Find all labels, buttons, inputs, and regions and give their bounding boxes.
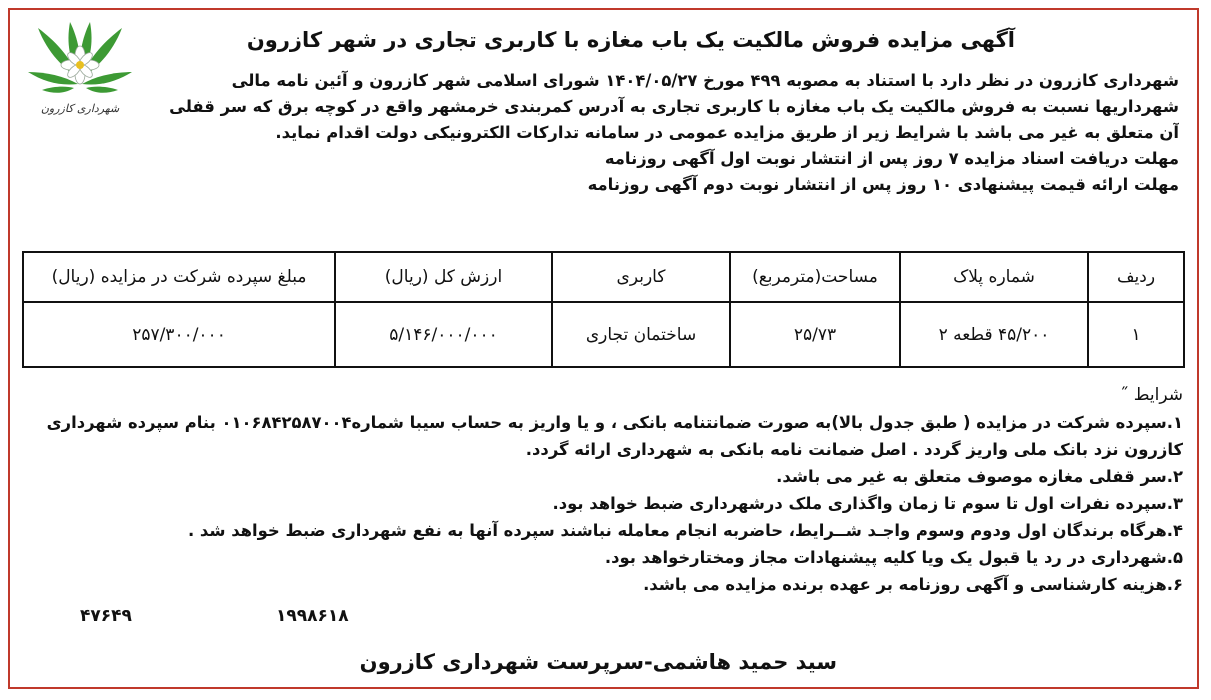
table-header-cell: ردیف — [1087, 253, 1183, 301]
municipality-logo — [24, 18, 136, 118]
table-header-row — [24, 253, 1183, 303]
intro-line: شهرداریها نسبت به فروش مالکیت یک باب مغازه با کاربری تجاری به آدرس کمربندی خرمشهر واقع در کوچه برق که سر قفلی — [169, 97, 1179, 116]
table-header-cell: کاربری — [551, 253, 729, 301]
intro-line: مهلت دریافت اسناد مزایده ۷ روز پس از انتشار نوبت اول آگهی روزنامه — [604, 149, 1179, 168]
table-cell: ۱ — [1087, 303, 1183, 366]
intro-line: مهلت ارائه قیمت پیشنهادی ۱۰ روز پس از انتشار نوبت دوم آگهی روزنامه — [587, 175, 1179, 194]
notice-page — [8, 8, 1199, 689]
table-header-cell: ارزش کل (ریال) — [334, 253, 551, 301]
table-header-cell: مساحت(مترمربع) — [729, 253, 899, 301]
table-header-cell: شماره پلاک — [899, 253, 1087, 301]
terms-heading: شرایط ˝ — [1119, 385, 1183, 405]
intro-line: شهرداری کازرون در نظر دارد با استناد به مصوبه ۴۹۹ مورخ ۱۴۰۴/۰۵/۲۷ شورای اسلامی شهر کازرون و آئین نامه مالی — [231, 71, 1179, 90]
intro-paragraph — [149, 68, 1179, 198]
terms-line: ۵.شهرداری در رد یا قبول یک ویا کلیه پیشنهادات مجاز ومختارخواهد بود. — [604, 548, 1183, 567]
table-header-cell: مبلغ سپرده شرکت در مزایده (ریال) — [51, 267, 307, 287]
auction-table — [22, 251, 1185, 368]
terms-line: ۶.هزینه کارشناسی و آگهی روزنامه بر عهده برنده مزایده می باشد. — [643, 575, 1183, 594]
table-cell: ۵/۱۴۶/۰۰۰/۰۰۰ — [334, 303, 551, 366]
flower-logo-icon — [24, 18, 136, 118]
table-cell: ۲۵۷/۳۰۰/۰۰۰ — [132, 324, 226, 345]
table-row — [24, 303, 1183, 366]
reference-code: ۴۷۶۴۹ — [80, 606, 132, 626]
table-cell: ساختمان تجاری — [551, 303, 729, 366]
notice-title: آگهی مزایده فروش مالکیت یک باب مغازه با کاربری تجاری در شهر کازرون — [246, 28, 1015, 52]
signature: سید حمید هاشمی-سرپرست شهرداری کازرون — [359, 650, 837, 674]
reference-code: ۱۹۹۸۶۱۸ — [276, 606, 349, 626]
terms-line: ۱.سپرده شرکت در مزایده ( طبق جدول بالا)به صورت ضمانتنامه بانکی ، و یا واریز به حساب سیبا شماره۰۱۰۶۸۴۲۵۸۷۰۰۴ بنام سپرده شهرداری — [46, 413, 1183, 432]
logo-caption: شهرداری کازرون — [40, 102, 120, 115]
terms-line: ۲.سر قفلی مغازه موصوف متعلق به غیر می باشد. — [776, 467, 1183, 486]
intro-line: آن متعلق به غیر می باشد با شرایط زیر از طریق مزایده عمومی در سامانه تدارکات الکترونیکی دولت اقدام نماید. — [275, 123, 1179, 142]
terms-section — [23, 382, 1183, 598]
terms-line: کازرون نزد بانک ملی واریز گردد . اصل ضمانت نامه بانکی به شهرداری ارائه گردد. — [525, 440, 1183, 459]
terms-line: ۴.هرگاه برندگان اول ودوم وسوم واجـد شــرایط، حاضربه انجام معامله نباشند سپرده آنها به نفع شهرداری ضبط خواهد شد . — [187, 521, 1183, 540]
terms-line: ۳.سپرده نفرات اول تا سوم تا زمان واگذاری ملک درشهرداری ضبط خواهد بود. — [552, 494, 1183, 513]
table-cell: ۲۵/۷۳ — [729, 303, 899, 366]
table-cell: ۴۵/۲۰۰ قطعه ۲ — [899, 303, 1087, 366]
